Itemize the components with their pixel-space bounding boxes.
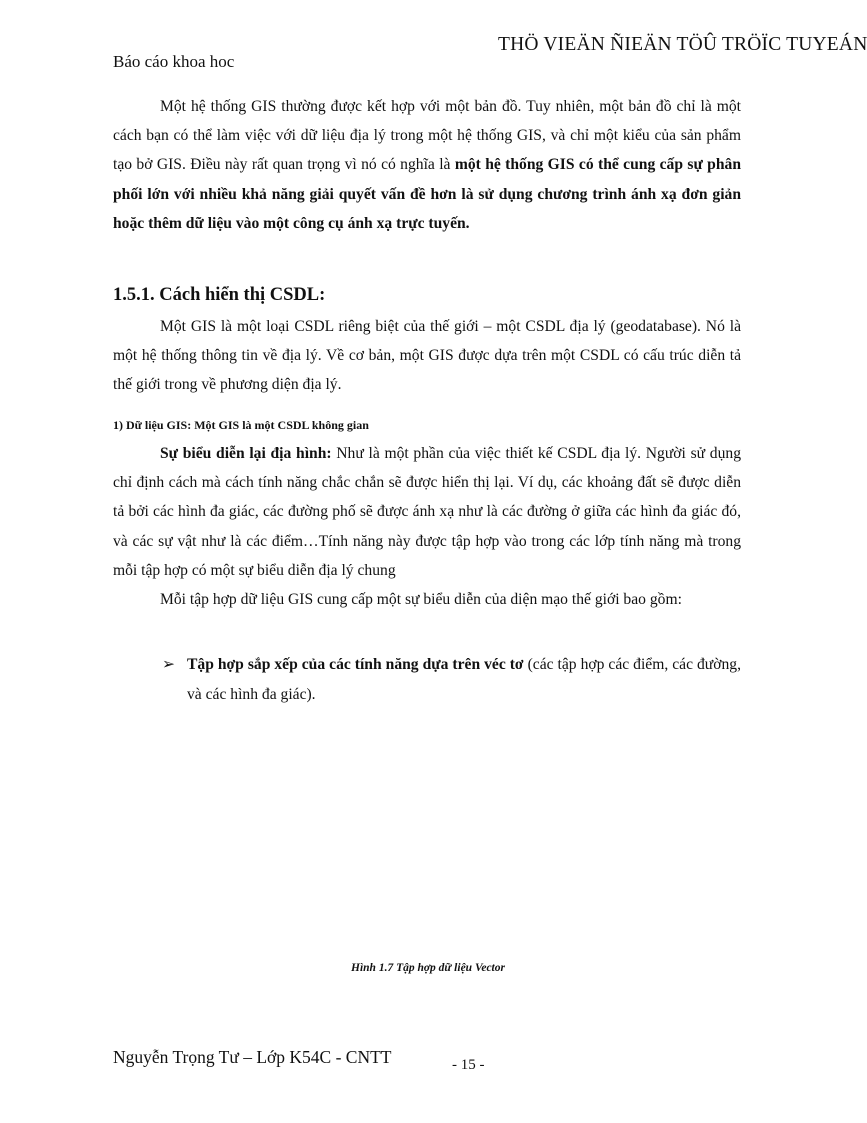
- paragraph-text: Như là một phần của việc thiết kế CSDL địa lý. Người sử dụng chỉ định cách mà cách tính năng chắc chắn sẽ được hiển thị lại. Ví dụ, các khoảng đất sẽ được diễn tả bởi các hình đa giác, các đường phố sẽ được ánh xạ như là các đường ở giữa các hình đa giác đó, và các sự vật như là các điểm…Tính năng này được tập hợp vào trong các lớp tính năng mà trong mỗi tập hợp có một sự biểu diễn địa lý chung: [113, 445, 741, 579]
- watermark-header: THÖ VIEÄN ÑIEÄN TÖÛ TRÖÏC TUYEÁN: [498, 34, 867, 55]
- paragraph-dataset: [113, 585, 741, 614]
- paragraph-gis-map: [113, 92, 741, 238]
- figure-caption: Hình 1.7 Tập hợp dữ liệu Vector: [351, 962, 505, 974]
- page-number: - 15 -: [452, 1057, 485, 1073]
- section-heading: 1.5.1. Cách hiển thị CSDL:: [113, 285, 326, 305]
- paragraph-representation: [113, 439, 741, 585]
- paragraph-text: Một GIS là một loại CSDL riêng biệt của thế giới – một CSDL địa lý (geodatabase). Nó là một hệ thống thông tin về địa lý. Về cơ bản, một GIS được dựa trên một CSDL có cấu trúc diễn tả thế giới trong về phương diện địa lý.: [113, 318, 741, 394]
- footer-author: Nguyễn Trọng Tư – Lớp K54C - CNTT: [113, 1047, 392, 1067]
- paragraph-text: Một hệ thống GIS thường được kết hợp với một bản đồ. Tuy nhiên, một bản đồ chỉ là một cách bạn có thể làm việc với dữ liệu địa lý trong một hệ thống GIS, và chỉ một kiểu của sản phẩm tạo bở GIS. Điều này rất quan trọng vì nó có nghĩa là: [113, 98, 741, 174]
- bullet-item: [162, 650, 741, 710]
- subheading: 1) Dữ liệu GIS: Một GIS là một CSDL không gian: [113, 418, 369, 432]
- paragraph-geodatabase: [113, 312, 741, 400]
- bullet-text: (các tập hợp các điểm, các đường, và các hình đa giác).: [187, 656, 741, 703]
- running-header: Báo cáo khoa hoc: [113, 52, 235, 71]
- paragraph-text: Mỗi tập hợp dữ liệu GIS cung cấp một sự biểu diễn của diện mạo thế giới bao gồm:: [160, 591, 682, 608]
- paragraph-bold-lead: Sự biểu diễn lại địa hình:: [160, 445, 332, 462]
- paragraph-bold-text: một hệ thống GIS có thể cung cấp sự phân phối lớn với nhiều khả năng giải quyết vấn đề hơn là sử dụng chương trình ánh xạ đơn giản hoặc thêm dữ liệu vào một công cụ ánh xạ trực tuyến.: [113, 156, 741, 232]
- arrow-bullet-icon: ➢: [162, 656, 176, 673]
- bullet-bold-text: Tập hợp sắp xếp của các tính năng dựa trên véc tơ: [187, 656, 524, 673]
